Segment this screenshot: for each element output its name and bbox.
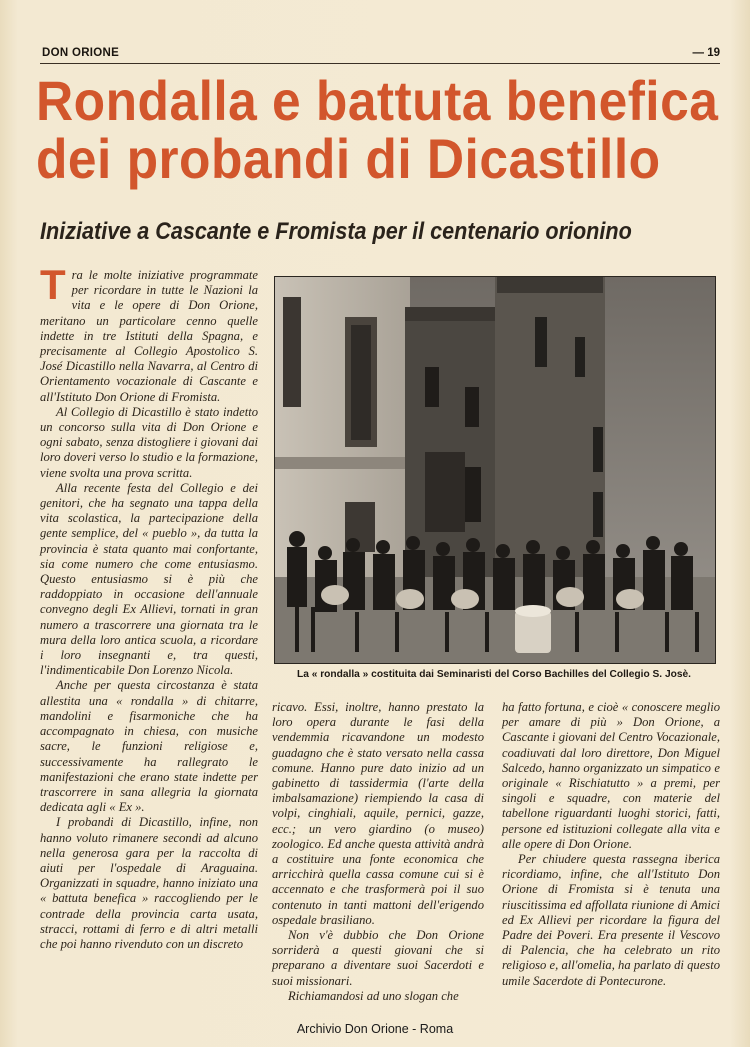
article-subtitle: Iniziative a Cascante e Fromista per il centenario orionino (40, 218, 632, 245)
paragraph: ricavo. Essi, inoltre, hanno prestato la loro opera durante le fasi della vendemmia ricavandone un modesto guadagno che è stato versato nella cassa comune. Hanno pure dato inizio ad un gabinetto di tassidermia (l'arte della imbalsamazione) riempiendo la casa di volpi, cinghiali, aquile, pernici, gazze, ecc.; un vero giardino (o museo) zoologico. Ed anche questa attività andrà a costituire una fonte economica che arricchirà quella cassa comune cui si è accennato e che trasformerà poi il suo contenuto in tanti mattoni dell'erigendo ospedale brasiliano. (272, 700, 484, 927)
text-column-3 (502, 700, 720, 989)
paragraph (40, 261, 258, 405)
paragraph-text: ra le molte iniziative programmate per ricordare in tutte le Nazioni la vita e le opere di Don Orione, meritano un particolare cenno quelle indette in tre Istituti della Spagna, e precisamente al Collegio Apostolico S. José Dicastillo nella Navarra, al Centro di Orientamento vocazionale di Cascante e all'Istituto Don Orione di Fromista. (40, 268, 258, 404)
rondalla-photo (274, 276, 716, 664)
paragraph: I probandi di Dicastillo, infine, non hanno voluto rimanere secondi ad alcuno nella generosa gara per la raccolta di aiuti per l'ospedale di Araguaina. Organizzati in squadre, hanno iniziato una « battuta benefica » raccogliendo per le contrade della provincia carta usata, stracci, rottami di ferro e di altri metalli che poi hanno rivenduto con un discreto (40, 815, 258, 951)
running-header-section: DON ORIONE (42, 47, 120, 59)
paragraph: Alla recente festa del Collegio e dei genitori, che ha segnato una tappa della vita scolastica, la partecipazione della gente semplice, del « pueblo », da tutta la provincia è stata quanto mai confortante, sia come numero che come entusiasmo. Questo entusiasmo si è più che raddoppiato in occasione dell'annuale convegno degli Ex Allievi, tornati in gran numero a trascorrere una giornata tra le mura della loro antica scuola, a ricordare i loro insegnanti e, tra questi, l'indimenticabile Don Lorenzo Nicola. (40, 480, 258, 678)
title-line-1: Rondalla e battuta benefica (36, 69, 719, 132)
paragraph: Per chiudere questa rassegna iberica ricordiamo, infine, che all'Istituto Don Orione di Fromista si è tenuta una riuscitissima ed affollata riunione di Amici ed Ex Allievi per ricordare la figura del Padre dei Poveri. Era presente il Vescovo di Palencia, che ha celebrato un rito religioso e, all'omelia, ha parlato di questo umile Sacerdote di Pontecurone. (502, 852, 720, 988)
text-column-2 (272, 700, 484, 1004)
article-title (36, 69, 719, 190)
paragraph: Richiamandosi ad uno slogan che (288, 988, 459, 1003)
paragraph: Non v'è dubbio che Don Orione sorriderà a questi giovani che si preparano a diventare suoi Sacerdoti e suoi missionari. (272, 928, 484, 988)
title-line-2: dei probandi di Dicastillo (36, 127, 661, 190)
header-rule (40, 63, 720, 64)
paragraph: Al Collegio di Dicastillo è stato indetto un concorso sulla vita di Don Orione e ogni sabato, senza distogliere i giovani dai loro doveri verso lo studio e la formazione, viene svolta una prova scritta. (40, 404, 258, 480)
archive-footer: Archivio Don Orione - Roma (296, 1022, 454, 1036)
drop-cap: T (40, 261, 66, 308)
paragraph: Anche per questa circostanza è stata allestita una « rondalla » di chitarre, mandolini e fisarmoniche che ha accompagnato in chiesa, con musiche sacre, le funzioni religiose e, successivamente ha rallegrato le manifestazioni che erano state indette per trascorrere in sana allegria la giornata dedicata agli « Ex ». (40, 678, 258, 815)
photo-caption: La « rondalla » costituita dai Seminaristi del Corso Bachilles del Collegio S. Josè. (296, 669, 692, 680)
text-column-1 (40, 261, 258, 952)
paragraph: ha fatto fortuna, e cioè « conoscere meglio per amare di più » Don Orione, a Cascante i giovani del Centro Vocazionale, coadiuvati dal loro direttore, Don Miguel Salcedo, hanno organizzato un simpatico e originale « Rischiatutto » a premi, per singoli e squadre, con materie del tabellone riguardanti luoghi storici, fatti, persone ed istituzioni collegate alla vita e alle opere di Don Orione. (502, 700, 720, 851)
page-number: — 19 (692, 47, 720, 59)
